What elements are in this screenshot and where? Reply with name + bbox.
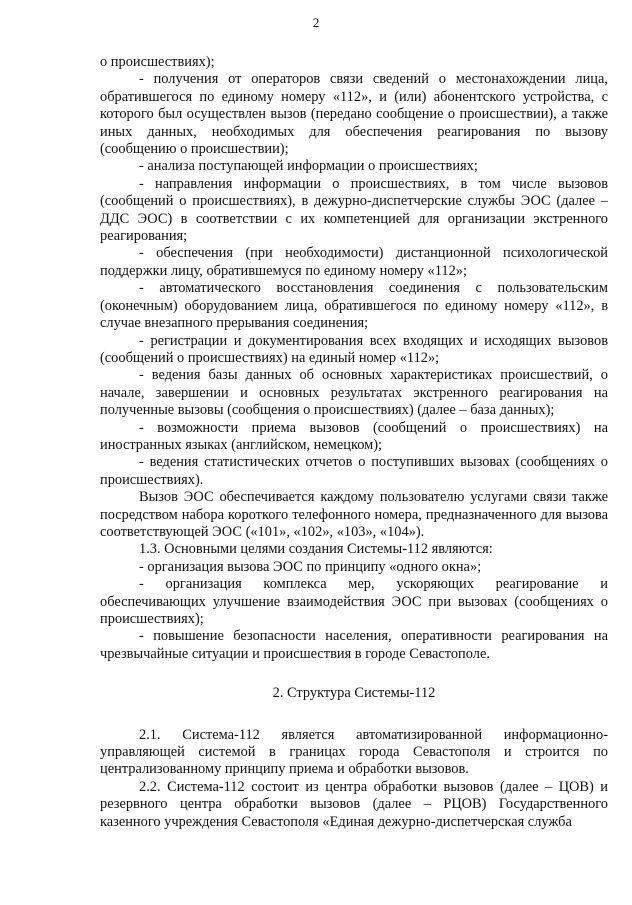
list-item-statistics: - ведения статистических отчетов о поступивших вызовах (сообщениях о происшествиях).: [100, 454, 608, 488]
paragraph-goals-intro: 1.3. Основными целями создания Системы-112 являются:: [139, 541, 493, 558]
paragraph-continuation: о происшествиях);: [100, 54, 215, 70]
section-heading: 2. Структура Системы-112: [272, 685, 436, 702]
list-item-one-window: - организация вызова ЭОС по принципу «одного окна»;: [139, 558, 482, 575]
page-number: 2: [312, 15, 320, 30]
list-item-forwarding: - направления информации о происшествиях, в том числе вызовов (сообщений о происшествиях), в дежурно-диспетчерские службы ЭОС (далее – ДДС ЭОС) в соответствии с их компетенцией для организации экстренного реагирования;: [100, 175, 608, 245]
paragraph-2-2: 2.2. Система-112 состоит из центра обработки вызовов (далее – ЦОВ) и резервного центра обработки вызовов (далее – РЦОВ) Государственного казенного учреждения Севастополя «Единая дежурно-диспетчерская служба: [100, 778, 608, 830]
list-item-location-data: - получения от операторов связи сведений о местонахождении лица, обратившегося по единому номеру «112», и (или) абонентского устройства, с которого был осуществлен вызов (передано сообщение о происшествии), а также иных данных, необходимых для обеспечения реагирования по вызову (сообщению о происшествии);: [100, 71, 608, 158]
list-item-registration: - регистрации и документирования всех входящих и исходящих вызовов (сообщений о происшествиях) на единый номер «112»;: [100, 332, 608, 366]
list-item-safety: - повышение безопасности населения, оперативности реагирования на чрезвычайные ситуации и происшествия в городе Севастополе.: [100, 628, 608, 662]
document-body: [100, 54, 608, 831]
paragraph-short-numbers: Вызов ЭОС обеспечивается каждому пользователю услугами связи также посредством набора короткого телефонного номера, предназначенного для вызова соответствующей ЭОС («101», «102», «103», «104»).: [100, 489, 608, 540]
list-item-reconnect: - автоматического восстановления соединения с пользовательским (оконечным) оборудованием лица, обратившегося по единому номеру «112», в случае внезапного прерывания соединения;: [100, 280, 608, 332]
list-item-database: - ведения базы данных об основных характеристиках происшествий, о начале, завершении и основных результатах экстренного реагирования на полученные вызовы (сообщения о происшествиях) (далее – база данных);: [100, 367, 608, 419]
list-item-measures: - организация комплекса мер, ускоряющих реагирование и обеспечивающих улучшение взаимодействия ЭОС при вызовах (сообщениях о происшествиях);: [100, 576, 608, 627]
list-item-psych-support: - обеспечения (при необходимости) дистанционной психологической поддержки лицу, обратившемуся по единому номеру «112»;: [100, 245, 608, 279]
paragraph-2-1: 2.1. Система-112 является автоматизированной информационно-управляющей системой в границах города Севастополя и строится по централизованному принципу приема и обработки вызовов.: [100, 726, 608, 778]
list-item-foreign-languages: - возможности приема вызовов (сообщений о происшествиях) на иностранных языках (английском, немецком);: [100, 419, 608, 453]
list-item-analysis: - анализа поступающей информации о происшествиях;: [139, 158, 478, 175]
